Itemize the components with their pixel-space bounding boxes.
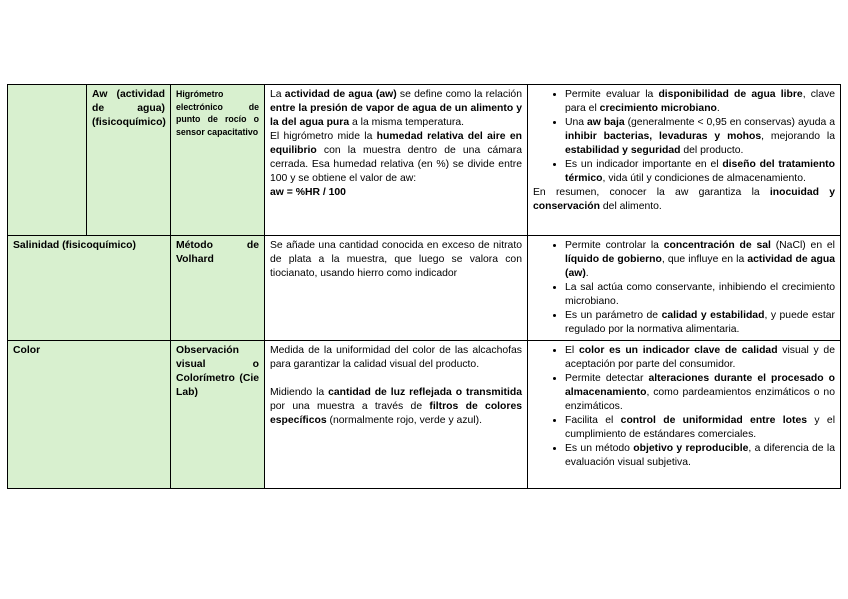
row-salinidad-method: Método de Volhard xyxy=(171,236,265,341)
row-salinidad-description: Se añade una cantidad conocida en exceso de nitrato de plata a la muestra, que luego se valora con tiocianato, usando hierro como indicador xyxy=(265,236,528,341)
parameters-table xyxy=(7,84,841,489)
list-item: • Es un método objetivo y reproducible, a diferencia de la evaluación visual subjetiva. xyxy=(565,442,835,470)
row-salinidad-parameter: Salinidad (fisicoquímico) xyxy=(8,236,171,341)
list-item: • Es un indicador importante en el diseño del tratamiento térmico, vida útil y condiciones de almacenamiento. xyxy=(565,158,835,186)
aw-summary: En resumen, conocer la aw garantiza la inocuidad y conservación del alimento. xyxy=(533,187,835,212)
color-importance-list xyxy=(533,344,835,470)
row-aw-description xyxy=(265,85,528,236)
salinidad-importance-list xyxy=(533,239,835,337)
row-color-importance xyxy=(528,341,841,489)
list-item: • La sal actúa como conservante, inhibiendo el crecimiento microbiano. xyxy=(565,281,835,309)
aw-description-p1: La actividad de agua (aw) se define como la relación entre la presión de vapor de agua de un alimento y la del agua pura a la misma temperatura. xyxy=(270,89,522,128)
table-row-color xyxy=(8,341,841,489)
row-aw-importance xyxy=(528,85,841,236)
table-row-aw xyxy=(8,85,841,236)
list-item: • Facilita el control de uniformidad entre lotes y el cumplimiento de estándares comerciales. xyxy=(565,414,835,442)
row-aw-method: Higrómetro electrónico de punto de rocío o sensor capacitativo xyxy=(171,85,265,236)
aw-formula: aw = %HR / 100 xyxy=(270,187,346,198)
row-color-parameter: Color xyxy=(8,341,171,489)
list-item: • El color es un indicador clave de calidad visual y de aceptación por parte del consumidor. xyxy=(565,344,835,372)
aw-description-p2: El higrómetro mide la humedad relativa del aire en equilibrio con la muestra dentro de una cámara cerrada. Esa humedad relativa (en %) se divide entre 100 y se obtiene el valor de aw: xyxy=(270,131,522,184)
row-color-description xyxy=(265,341,528,489)
aw-importance-list xyxy=(533,88,835,186)
list-item: • Permite controlar la concentración de sal (NaCl) en el líquido de gobierno, que influye en la actividad de agua (aw). xyxy=(565,239,835,281)
row-aw-blank-cell xyxy=(8,85,87,236)
list-item: • Permite detectar alteraciones durante el procesado o almacenamiento, como pardeamientos enzimáticos o no enzimáticos. xyxy=(565,372,835,414)
list-item: • Es un parámetro de calidad y estabilidad, y puede estar regulado por la normativa alimentaria. xyxy=(565,309,835,337)
row-color-method: Observación visual o Colorímetro (Cie Lab) xyxy=(171,341,265,489)
color-description-p2: Midiendo la cantidad de luz reflejada o transmitida por una muestra a través de filtros de colores específicos (normalmente rojo, verde y azul). xyxy=(270,387,523,426)
color-description-p1: Medida de la uniformidad del color de las alcachofas para garantizar la calidad visual del producto. xyxy=(270,345,522,370)
list-item: • Permite evaluar la disponibilidad de agua libre, clave para el crecimiento microbiano. xyxy=(565,88,835,116)
row-aw-parameter: Aw (actividad de agua) (fisicoquímico) xyxy=(87,85,171,236)
row-salinidad-importance xyxy=(528,236,841,341)
list-item: • Una aw baja (generalmente < 0,95 en conservas) ayuda a inhibir bacterias, levaduras y mohos, mejorando la estabilidad y seguridad del producto. xyxy=(565,116,835,158)
table-row-salinidad xyxy=(8,236,841,341)
